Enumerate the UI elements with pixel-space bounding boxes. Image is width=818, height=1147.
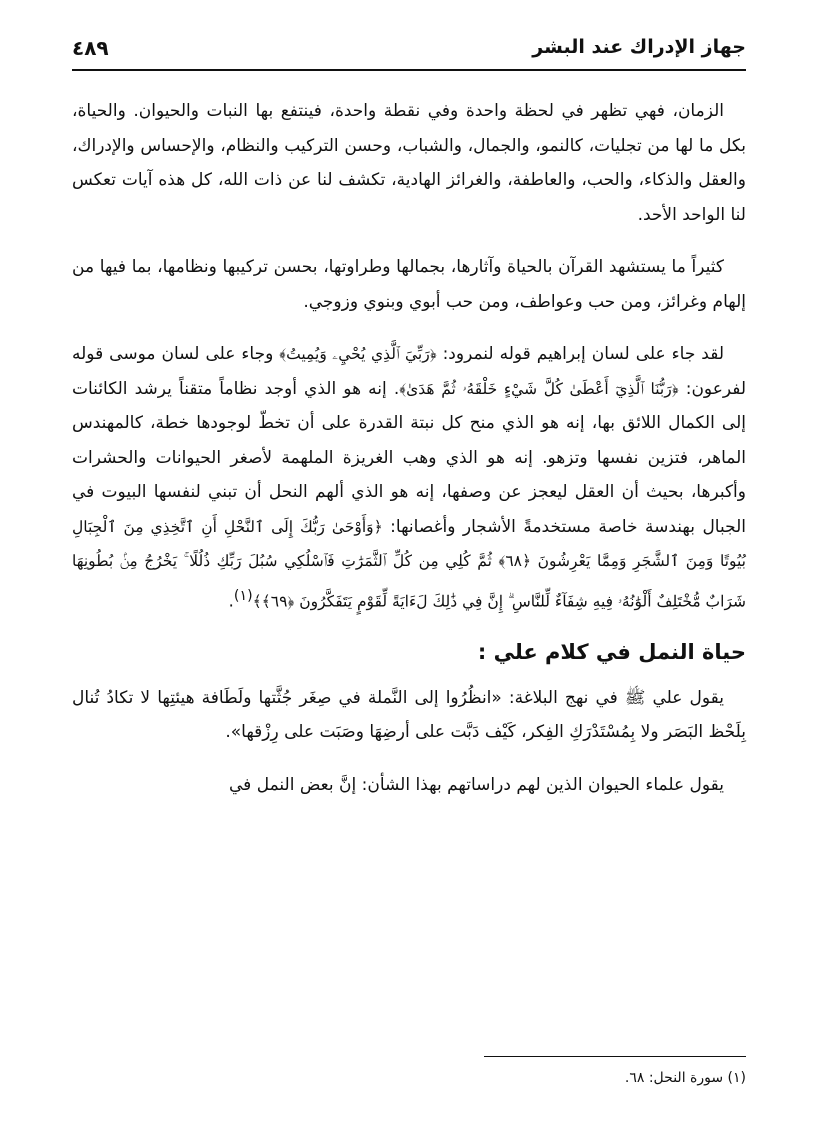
footnote-reference: (١)	[233, 587, 253, 604]
paragraph-3-end: .	[228, 591, 234, 612]
paragraph-3	[72, 337, 746, 619]
paragraph-3-text-a: لقد جاء على لسان إبراهيم قوله لنمرود:	[436, 344, 725, 364]
quran-verse-musa: ﴿رَبُّنَا ٱلَّذِيٓ أَعْطَىٰ كُلَّ شَيْءٍ خَلْقَهُۥ ثُمَّ هَدَىٰ﴾	[399, 379, 679, 398]
paragraph-3-text-c: . إنه هو الذي أوجد نظاماً متقناً يرشد الكائنات إلى الكمال اللائق بها، إنه هو الذي منح كل نبتة القدرة على أن تخطّ لوجودها خطة، كالمهندس الماهر، فتزين نفسها وتزهو. إنه هو الذي وهب الغريزة الملهمة لأصغر الحيوانات والحشرات وأكبرها، بحيث أن العقل ليعجز عن وصفها، إنه هو الذي ألهم النحل أن تبني لنفسها البيوت في الجبال بهندسة خاصة مستخدمةً الأشجار وأغصانها:	[72, 378, 746, 537]
header-divider	[72, 69, 746, 71]
section-heading: حياة النمل في كلام علي :	[477, 639, 746, 664]
paragraph-2: كثيراً ما يستشهد القرآن بالحياة وآثارها، بجمالها وطراوتها، بحسن تركيبها ونظامها، بما فيها من إلهام وغرائز، ومن حب وعواطف، ومن حب أبوي وبنوي وزوجي.	[72, 257, 746, 312]
quran-verse-nahl: ﴿وَأَوْحَىٰ رَبُّكَ إِلَى ٱلنَّحْلِ أَنِ ٱتَّخِذِي مِنَ ٱلْجِبَالِ بُيُوتًا وَمِنَ ٱلشَّجَرِ وَمِمَّا يَعْرِشُونَ ﴿٦٨﴾ ثُمَّ كُلِي مِن كُلِّ ٱلثَّمَرَٰتِ فَٱسْلُكِي سُبُلَ رَبِّكِ ذُلُلًا ۚ يَخْرُجُ مِنۢ بُطُونِهَا شَرَابٌ مُّخْتَلِفٌ أَلْوَٰنُهُۥ فِيهِ شِفَآءٌ لِّلنَّاسِ ۗ إِنَّ فِي ذَٰلِكَ لَءَايَةً لِّقَوْمٍ يَتَفَكَّرُونَ ﴿٦٩﴾﴾	[72, 517, 746, 611]
paragraph-5: يقول علماء الحيوان الذين لهم دراساتهم بهذا الشأن: إنَّ بعض النمل في	[229, 774, 724, 795]
paragraph-1: الزمان، فهي تظهر في لحظة واحدة وفي نقطة واحدة، فينتفع بها النبات والحيوان. والحياة، بكل ما لها من تجليات، كالنمو، والجمال، والشباب، وحسن التركيب والنظام، والإحساس والإدراك، والعقل والذكاء، والحب، والعاطفة، والغرائز الهادية، تكشف لنا عن ذات الله، كل هذه آيات تعكس لنا الواحد الأحد.	[72, 101, 746, 225]
footnote-divider	[484, 1056, 746, 1057]
page-number: ٤٨٩	[72, 36, 109, 60]
footnote: (١) سورة النحل: ٦٨.	[624, 1070, 746, 1086]
page-body	[72, 94, 746, 820]
paragraph-4: يقول علي ﷺ في نهج البلاغة: «انظُرُوا إلى النَّملة في صِغَر جُثَّتها ولَطَافة هيئتِها لا تكادُ تُنال بِلَحْظ البَصَر ولا بِمُسْتَدْرَكِ الفِكر، كَيْف دَبَّت على أرضِهَا وصَبَت على رِزْقها».	[72, 687, 746, 743]
running-title: جهاز الإدراك عند البشر	[532, 36, 746, 58]
quran-verse-ibrahim: ﴿رَبِّيَ ٱلَّذِي يُحْيِۦ وَيُمِيتُ﴾	[279, 345, 437, 363]
paragraph-3-text-b: وجاء على لسان موسى قوله لفرعون:	[72, 344, 747, 399]
page-header	[72, 36, 746, 66]
